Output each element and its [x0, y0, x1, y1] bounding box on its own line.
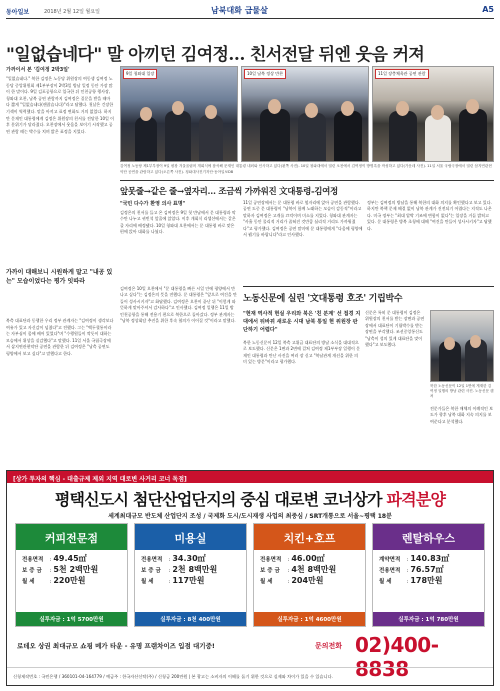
photo-tag: 10일 남북 정상 만찬 — [244, 69, 286, 79]
photo-tag: 9일 청와대 입장 — [123, 69, 157, 79]
ad-card-value: 178만원 — [410, 576, 443, 585]
ad-title — [7, 487, 493, 510]
ad-card-title: 미용실 — [135, 524, 246, 550]
ad-card-value: 49.45㎡ — [53, 554, 87, 563]
person-figure — [135, 117, 157, 161]
news-photo-3 — [372, 66, 494, 162]
ad-subtitle: 세계최대규모 반도체 산업단지 조성 / 국제화 도시/도시재생 사업의 최중심 / SRT개통으로 서울~평택 18분 — [108, 513, 392, 520]
ad-card-value: 34.30㎡ — [172, 554, 206, 563]
ad-card-title: 렌탈하우스 — [373, 524, 484, 550]
section3-body-e: 신문은 특히 문 대통령이 김정은 위원장의 친서를 받는 장면과 공연장에서 대표단이 기립박수를 받는 장면을 부각했다. 조선중앙통신도 "남측이 성의 있게 대표단을 맞이했다"고 보도했다. — [365, 310, 425, 348]
ad-card-value: 46.00㎡ — [291, 554, 325, 563]
person-head — [396, 101, 409, 116]
person-head — [431, 105, 444, 120]
masthead — [6, 5, 494, 19]
section2-body-b: 11일 공연장에서는 문 대통령 바로 옆자리에 앉아 공연을 관람했다. 공연 도중 문 대통령이 "남북이 함께 노래하는 모습이 감동적"이라고 말하자 김여정은 고개를 끄덕이며 미소를 지었다. 청와대 관계자는 "사흘 동안 물리적 거리가 좁혀진 것만큼 심리적 거리도 가까워졌다"고 평가했다. 김여정은 공연 말미에 문 대통령에게 "다음에 평양에서 뵙기를 바랍니다"라고 인사했다. — [243, 200, 363, 238]
person-head — [444, 337, 455, 350]
ad-card-label: 계약면적 — [379, 557, 401, 563]
page-number: A5 — [482, 5, 494, 14]
person-head — [172, 101, 184, 115]
person-figure — [165, 111, 191, 161]
ad-card-label: 전용면적 — [260, 557, 282, 563]
ad-title-accent: 파격분양 — [386, 490, 446, 509]
person-head — [341, 101, 354, 116]
ad-card-rental: 렌탈하우스 계약면적 : 140.83㎡ 전용면적 : 76.57㎡ 월 세 : 178만원 실투자금 : 1억 780만원 — [372, 523, 485, 627]
ad-card-value: 2천 8백만원 — [172, 565, 218, 574]
newspaper-logo: 동아일보 — [6, 9, 30, 16]
ad-card-footer: 실투자금 : 1억 780만원 — [373, 612, 484, 626]
lead-body-1: "일없습네다." 북한 김정은 노동당 위원장의 여동생 김여정 노동당 중앙위원회 제1부부장이 2박3일 방남 일정 동안 가장 많이 한 말이다. 9일 김포공항으로 입국한 뒤 인천공항 행사장, 청와대 오찬, 남북 공연 관람까지 김여정은 질문을 받을 때마다 짧게 "일없습네다(괜찮습니다)"라고 답했다. 첫날은 긴장한 기색이 역력했다. 말을 아끼고 표정 변화도 거의 없었다. 하지만 문재인 대통령에게 김정은 위원장의 친서를 전달한 10일 이후 분위기가 달라졌다. 오찬장에서 웃음을 보이기 시작했고 공연 관람 때는 박수를 치며 밝은 표정을 지었다. — [6, 76, 114, 134]
ad-card-label: 월 세 — [141, 579, 154, 585]
person-figure — [334, 111, 362, 161]
ad-cards — [15, 523, 485, 627]
person-head — [305, 103, 318, 118]
section3-body-f: 전문가들은 북한 매체의 이례적인 보도가 향후 남북 대화 지속 의지를 보여준다고 분석했다. — [430, 406, 494, 424]
section2-body-c: 정부는 김여정의 방남을 통해 북한의 대화 의지를 확인했다고 보고 있다. 하지만 북핵 문제 해결 없이 남북 관계가 진전되기 어렵다는 지적도 나온다. 미국 정부는 "최대 압박 기조에 변함이 없다"는 입장을 거듭 밝히고 있다. 문 대통령은 방북 초청에 대해 "여건을 만들어 성사시키자"고 답했다. — [367, 200, 492, 231]
person-head — [205, 105, 217, 119]
ad-card-value: 4천 8백만원 — [291, 565, 337, 574]
photo-caption-4: 북한 노동신문이 12일 1면에 게재한 김여정 일행의 방남 관련 사진. 노동신문 캡처 — [430, 384, 494, 399]
news-photo-2 — [241, 66, 369, 162]
ad-card-value: 117만원 — [172, 576, 205, 585]
ad-card-value: 76.57㎡ — [410, 565, 444, 574]
ad-topbar: [상가 투자의 핵심 - 대출규제 제외 지역 대로변 사거리 코너 독점] — [7, 471, 493, 483]
ad-footer: 신청제작번호 : 국민은행 / 360101-04-164779 / 예금주 : 한국자산신탁(주) / 신청금 200만원 | 본 광고는 소비자의 이해를 돕기 위한 것으로 실제와 차이가 있을 수 있습니다. — [7, 667, 493, 685]
advertisement — [6, 470, 494, 686]
lead-body-3: 김여정은 10일 오찬에서 "문 대통령을 빠른 시일 안에 평양에서 만나고 싶다"는 김정은의 뜻을 전했다. 문 대통령은 "앞으로 여건을 만들어 성사시키자"고 화답했다. 김여정은 오찬이 끝난 뒤 "이렇게 따뜻하게 맞아주셔서 감사하다"고 인사했다. 김여정 일행은 11일 밤 인천공항을 통해 전용기 편으로 북한으로 돌아갔다. 정부 관계자는 "남북 정상회담 추진을 위한 후속 협의가 이어질 것"이라고 말했다. — [120, 286, 237, 324]
person-head — [140, 107, 152, 121]
ad-card-footer: 실투자금 : 8천 400만원 — [135, 612, 246, 626]
ad-card-coffee: 커피전문점 전용면적 : 49.45㎡ 보 증 금 : 5천 2백만원 월 세 : 220만원 실투자금 : 1억 5700만원 — [15, 523, 128, 627]
person-head — [470, 335, 481, 348]
ad-card-value: 204만원 — [291, 576, 324, 585]
ad-card-value: 140.83㎡ — [410, 554, 450, 563]
section3-deck: "현재 역사적 현실 우리와 북은 '친 분계' 선 접경 지대에서 뒤바뀌 새로운 시대 남북 통일 현 위원장 판단하기 어렵다" — [243, 311, 361, 333]
person-figure — [425, 115, 451, 161]
person-figure — [199, 115, 223, 161]
ad-title-main: 평택신도시 첨단산업단지의 중심 대로변 코너상가 — [54, 490, 387, 509]
ad-card-label: 보 증 금 — [260, 568, 280, 574]
ad-promo: 로데오 상권 최대규모 쇼핑 메가 타운 - 유명 프랜차이즈 입점 대기중! — [17, 642, 215, 650]
ad-card-footer: 실투자금 : 1억 5700만원 — [16, 612, 127, 626]
photo-tag: 11일 장충체육관 공연 관람 — [375, 69, 429, 79]
ad-card-salon: 미용실 전용면적 : 34.30㎡ 보 증 금 : 2천 8백만원 월 세 : 117만원 실투자금 : 8천 400만원 — [134, 523, 247, 627]
ad-card-label: 전용면적 — [141, 557, 163, 563]
ad-card-label: 월 세 — [379, 579, 392, 585]
ad-card-label: 전용면적 — [22, 557, 44, 563]
ad-card-footer: 실투자금 : 1억 4600만원 — [254, 612, 365, 626]
person-figure — [389, 111, 417, 161]
ad-card-label: 보 증 금 — [141, 568, 161, 574]
lead-body-2: 북측 대표단과 동행한 우리 정부 관계자는 "김여정이 생각보다 여유가 있고 자신감이 넘쳤다"고 전했다. 그는 "백두혈통이라는 자부심이 몸에 배어 있었다"며 "수행원들이 깍듯이 대하는 모습에서 위상을 실감했다"고 말했다. 11일 서울 국립극장에서 삼지연관현악단 공연을 관람한 뒤 김여정은 "남측 공연도 평양에서 보고 싶다"고 말했다고 한다. — [6, 318, 114, 356]
photo-caption: 김여정 노동당 제1부부장이 9일 평창 겨울올림픽 개회식에 참석해 문재인 대통령 내외와 인사하고 있다(왼쪽 사진). 10일 청와대에서 열린 오찬에서 김여정이 방명록을 작성하고 있다(가운데 사진). 11일 서울 국립극장에서 열린 삼지연관현악단 공연을 관람하고 있다(오른쪽 사진). 청와대사진기자단·동아일보DB — [120, 164, 492, 174]
section-title: 남북대화 급물살 — [211, 6, 268, 15]
person-figure — [260, 109, 290, 161]
ad-phone-label: 문의전화 — [315, 642, 343, 650]
lead-pull-quote: 가까이 대해보니 시원하게 말고 "내공 있는" 모습이었다는 평가 잇따라 — [6, 269, 113, 285]
ad-card-title: 치킨+호프 — [254, 524, 365, 550]
ad-card-label: 월 세 — [260, 579, 273, 585]
ad-card-title: 커피전문점 — [16, 524, 127, 550]
section2-kicker: "국민 다수가 환영 의사 표명" — [120, 201, 186, 207]
person-figure — [459, 109, 487, 161]
main-headline: "일없습네다" 말 아끼던 김여정… 친서전달 뒤엔 웃음 커져 — [6, 45, 425, 65]
ad-phone-number[interactable]: 02)400-8838 — [355, 633, 439, 681]
ad-card-label: 전용면적 — [379, 568, 401, 574]
section3-headline: 노동신문에 실린 '文대통령 호조' 기립박수 — [243, 286, 494, 304]
section2-headline: 앞못줄→같은 줄→옆자리… 조금씩 가까워진 文대통령-김여정 — [120, 180, 494, 197]
ad-card-label: 월 세 — [22, 579, 35, 585]
ad-card-value: 5천 2백만원 — [53, 565, 99, 574]
ad-card-chicken: 치킨+호프 전용면적 : 46.00㎡ 보 증 금 : 4천 8백만원 월 세 : 204만원 실투자금 : 1억 4600만원 — [253, 523, 366, 627]
person-figure — [298, 113, 326, 161]
news-photo-1 — [120, 66, 238, 162]
ad-card-value: 220만원 — [53, 576, 86, 585]
lead-kicker: 가까이서 본 '김여정 2박3일' — [6, 67, 70, 73]
person-head — [268, 99, 281, 114]
dateline: 2018년 2월 12일 월요일 — [44, 9, 101, 15]
section2-body-a: 김정은의 친서를 들고 온 김여정은 9일 첫 만남에서 문 대통령과 악수만 나누고 귀빈석 앞줄에 앉았다. 이후 개회식 리셉션에서는 같은 줄 자리에 배정됐다. 10일 청와대 오찬에서는 문 대통령 바로 맞은편에 앉아 대화를 나눴다. — [120, 210, 236, 235]
ad-card-label: 보 증 금 — [22, 568, 42, 574]
news-photo-4 — [430, 310, 494, 382]
person-head — [466, 99, 479, 114]
section3-body-d: 북한 노동신문이 12일 북측 고위급 대표단의 방남 소식을 대대적으로 보도했다. 신문은 1면과 2면에 걸쳐 김여정 제1부부장 일행이 문재인 대통령과 만난 사진을 여러 장 싣고 "북남관계 개선을 위한 의미 있는 방문"이라고 평가했다. — [243, 340, 360, 365]
